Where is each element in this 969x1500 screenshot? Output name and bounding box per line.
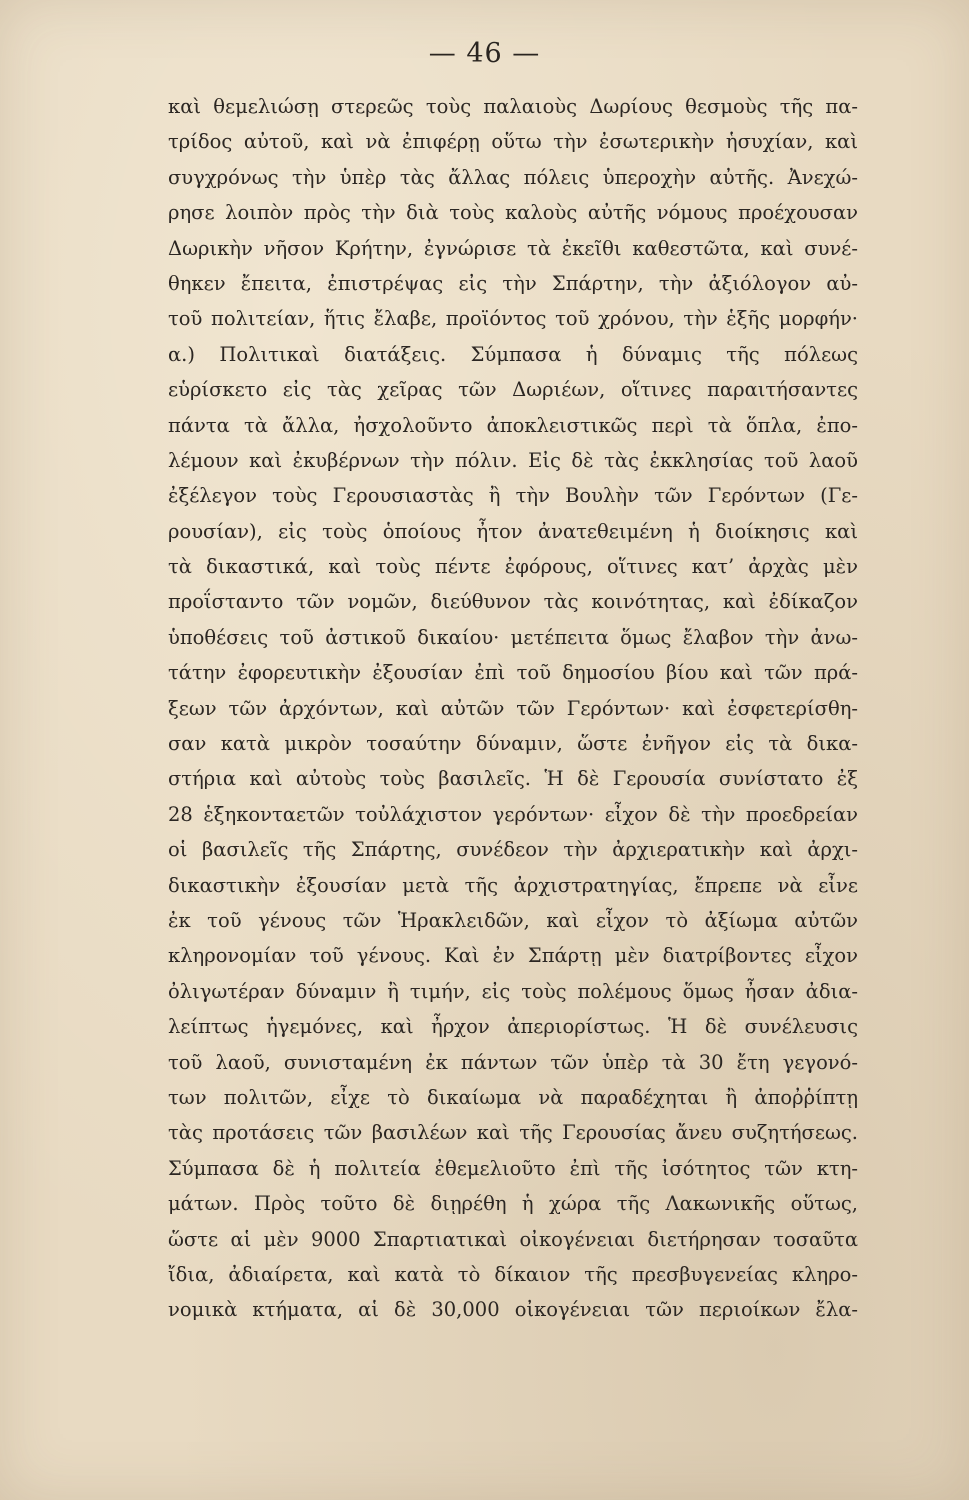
text-line: ὀλιγωτέραν δύναμιν ἢ τιμήν, εἰς τοὺς πολέμους ὅμως ἦσαν ἀδια-: [168, 979, 858, 1003]
text-line: ἴδια, ἀδιαίρετα, καὶ κατὰ τὸ δίκαιον τῆς πρεσβυγενείας κληρο-: [168, 1262, 858, 1286]
text-line: μάτων. Πρὸς τοῦτο δὲ διῃρέθη ἡ χώρα τῆς Λακωνικῆς οὕτως,: [168, 1192, 858, 1216]
text-line: ὥστε αἱ μὲν 9000 Σπαρτιατικαὶ οἰκογένειαι διετήρησαν τοσαῦτα: [168, 1227, 858, 1251]
text-line: τὰ δικαστικά, καὶ τοὺς πέντε ἐφόρους, οἵτινες κατ’ ἀρχὰς μὲν: [168, 555, 858, 579]
text-line: Δωρικὴν νῆσον Κρήτην, ἐγνώρισε τὰ ἐκεῖθι καθεστῶτα, καὶ συνέ-: [168, 236, 858, 260]
text-line: ξεων τῶν ἀρχόντων, καὶ αὐτῶν τῶν Γερόντων· καὶ ἐσφετερίσθη-: [168, 696, 858, 720]
text-line: τὰς προτάσεις τῶν βασιλέων καὶ τῆς Γερουσίας ἄνευ συζητήσεως.: [168, 1121, 858, 1145]
text-line: ὑποθέσεις τοῦ ἀστικοῦ δικαίου· μετέπειτα ὅμως ἔλαβον τὴν ἀνω-: [168, 625, 858, 649]
text-line: α.) Πολιτικαὶ διατάξεις. Σύμπασα ἡ δύναμις τῆς πόλεως: [168, 342, 858, 366]
text-line: ἐκ τοῦ γένους τῶν Ἡρακλειδῶν, καὶ εἶχον τὸ ἀξίωμα αὐτῶν: [168, 908, 858, 932]
text-line: ρησε λοιπὸν πρὸς τὴν διὰ τοὺς καλοὺς αὐτῆς νόμους προέχουσαν: [168, 201, 858, 225]
text-line: λείπτως ἡγεμόνες, καὶ ἦρχον ἀπεριορίστως. Ἡ δὲ συνέλευσις: [168, 1015, 858, 1039]
text-line: συγχρόνως τὴν ὑπὲρ τὰς ἄλλας πόλεις ὑπεροχὴν αὐτῆς. Ἀνεχώ-: [168, 165, 858, 189]
text-line: πάντα τὰ ἄλλα, ἠσχολοῦντο ἀποκλειστικῶς περὶ τὰ ὅπλα, ἐπο-: [168, 413, 858, 437]
text-line: τάτην ἐφορευτικὴν ἐξουσίαν ἐπὶ τοῦ δημοσίου βίου καὶ τῶν πρά-: [168, 661, 858, 685]
page-number: — 46 —: [428, 38, 541, 69]
text-line: δικαστικὴν ἐξουσίαν μετὰ τῆς ἀρχιστρατηγίας, ἔπρεπε νὰ εἶνε: [168, 873, 858, 897]
text-line: των πολιτῶν, εἶχε τὸ δικαίωμα νὰ παραδέχηται ἢ ἀποῤῥίπτῃ: [168, 1085, 858, 1109]
text-line: λέμουν καὶ ἐκυβέρνων τὴν πόλιν. Εἰς δὲ τὰς ἐκκλησίας τοῦ λαοῦ: [168, 448, 858, 472]
text-line: τρίδος αὐτοῦ, καὶ νὰ ἐπιφέρῃ οὕτω τὴν ἐσωτερικὴν ἡσυχίαν, καὶ: [168, 130, 858, 154]
text-line: προΐσταντο τῶν νομῶν, διεύθυνον τὰς κοινότητας, καὶ ἐδίκαζον: [168, 590, 858, 614]
text-line: νομικὰ κτήματα, αἱ δὲ 30,000 οἰκογένειαι τῶν περιοίκων ἔλα-: [168, 1298, 858, 1322]
text-line: τοῦ λαοῦ, συνισταμένη ἐκ πάντων τῶν ὑπὲρ τὰ 30 ἔτη γεγονό-: [168, 1050, 858, 1074]
text-line: ἐξέλεγον τοὺς Γερουσιαστὰς ἢ τὴν Βουλὴν τῶν Γερόντων (Γε-: [168, 484, 858, 508]
text-line: Σύμπασα δὲ ἡ πολιτεία ἐθεμελιοῦτο ἐπὶ τῆς ἰσότητος τῶν κτη-: [168, 1156, 858, 1180]
text-line: καὶ θεμελιώσῃ στερεῶς τοὺς παλαιοὺς Δωρίους θεσμοὺς τῆς πα-: [168, 95, 858, 118]
text-line: θηκεν ἔπειτα, ἐπιστρέψας εἰς τὴν Σπάρτην, τὴν ἀξιόλογον αὐ-: [168, 271, 858, 295]
text-line: τοῦ πολιτείαν, ἥτις ἔλαβε, προϊόντος τοῦ χρόνου, τὴν ἑξῆς μορφήν·: [168, 307, 858, 331]
text-line: οἱ βασιλεῖς τῆς Σπάρτης, συνέδεον τὴν ἀρχιερατικὴν καὶ ἀρχι-: [168, 838, 858, 862]
text-line: ρουσίαν), εἰς τοὺς ὁποίους ἦτον ἀνατεθειμένη ἡ διοίκησις καὶ: [168, 519, 858, 543]
text-line: κληρονομίαν τοῦ γένους. Καὶ ἐν Σπάρτῃ μὲν διατρίβοντες εἶχον: [168, 944, 858, 968]
body-text: [168, 89, 858, 1328]
text-line: εὑρίσκετο εἰς τὰς χεῖρας τῶν Δωριέων, οἵτινες παραιτήσαντες: [168, 378, 858, 402]
text-line: 28 ἑξηκονταετῶν τοὐλάχιστον γερόντων· εἶχον δὲ τὴν προεδρείαν: [168, 802, 858, 826]
text-line: στήρια καὶ αὐτοὺς τοὺς βασιλεῖς. Ἡ δὲ Γερουσία συνίστατο ἐξ: [168, 767, 858, 791]
text-line: σαν κατὰ μικρὸν τοσαύτην δύναμιν, ὥστε ἐνῆγον εἰς τὰ δικα-: [168, 732, 858, 756]
